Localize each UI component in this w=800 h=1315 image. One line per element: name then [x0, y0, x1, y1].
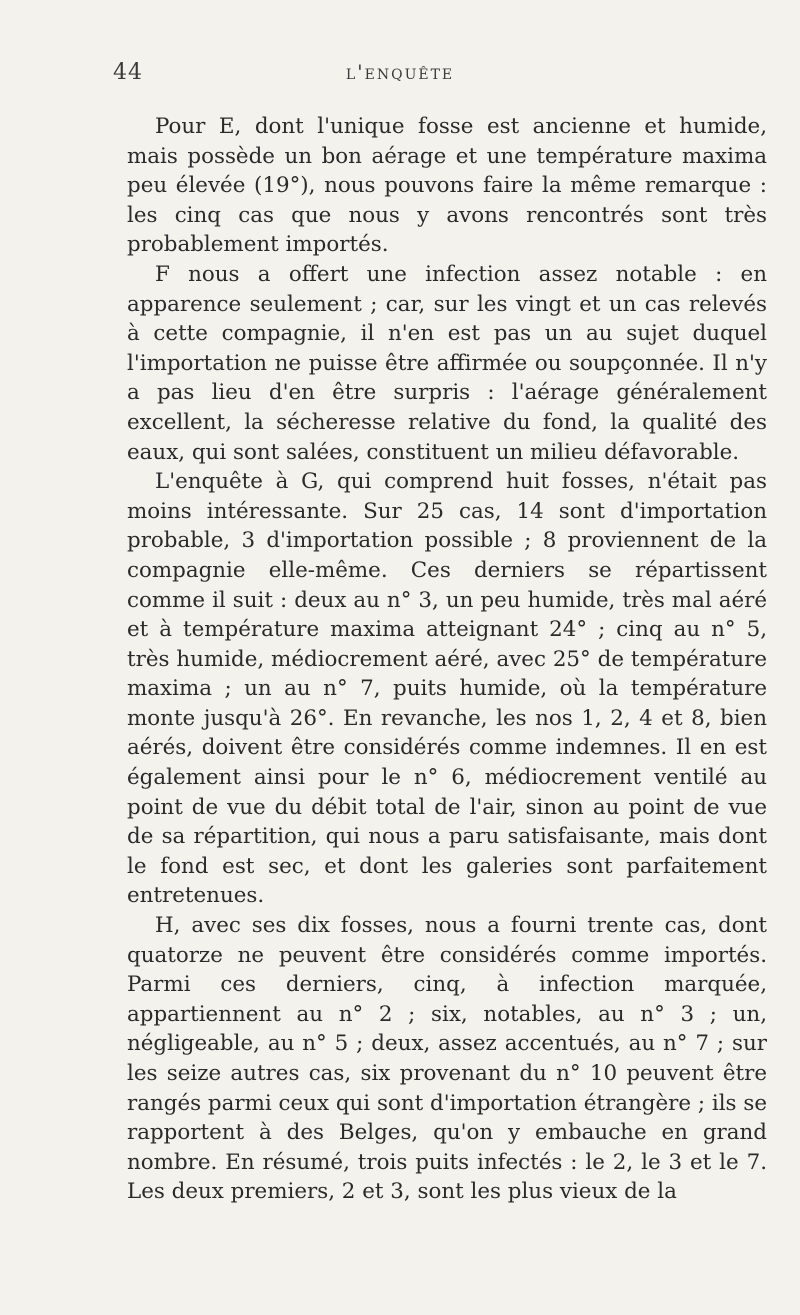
page-header — [0, 60, 800, 90]
page-number: 44 — [113, 60, 143, 85]
paragraph-h: H, avec ses dix fosses, nous a fourni trente cas, dont quatorze ne peuvent être considérés comme importés. Parmi ces derniers, cinq, à infection marquée, appartiennent au n° 2 ; six, notables, au n° 3 ; un, négligeable, au n° 5 ; deux, assez accentués, au n° 7 ; sur les seize autres cas, six provenant du n° 10 peuvent être rangés parmi ceux qui sont d'importation étrangère ; ils se rapportent à des Belges, qu'on y embauche en grand nombre. En résumé, trois puits infectés : le 2, le 3 et le 7. Les deux premiers, 2 et 3, sont les plus vieux de la — [127, 913, 767, 1205]
paragraph-g: L'enquête à G, qui comprend huit fosses, n'était pas moins intéressante. Sur 25 cas, 14 sont d'importation probable, 3 d'importation possible ; 8 proviennent de la compagnie elle-même. Ces derniers se répartissent comme il suit : deux au n° 3, un peu humide, très mal aéré et à température maxima atteignant 24° ; cinq au n° 5, très humide, médiocrement aéré, avec 25° de température maxima ; un au n° 7, puits humide, où la température monte jusqu'à 26°. En revanche, les nos 1, 2, 4 et 8, bien aérés, doivent être considérés comme indemnes. Il en est également ainsi pour le n° 6, médiocrement ventilé au point de vue du débit total de l'air, sinon au point de vue de sa répartition, qui nous a paru satisfaisante, mais dont le fond est sec, et dont les galeries sont parfaitement entretenues. — [127, 469, 767, 909]
paragraph-e: Pour E, dont l'unique fosse est ancienne et humide, mais possède un bon aérage et une température maxima peu élevée (19°), nous pouvons faire la même remarque : les cinq cas que nous y avons rencontrés sont très probablement importés. — [127, 114, 767, 258]
running-title: l'enquête — [345, 60, 455, 84]
paragraph-f: F nous a offert une infection assez notable : en apparence seulement ; car, sur les vingt et un cas relevés à cette compagnie, il n'en est pas un au sujet duquel l'importation ne puisse être affirmée ou soupçonnée. Il n'y a pas lieu d'en être surpris : l'aérage généralement excellent, la sécheresse relative du fond, la qualité des eaux, qui sont salées, constituent un milieu défavorable. — [127, 261, 767, 465]
body-text — [127, 112, 767, 1207]
